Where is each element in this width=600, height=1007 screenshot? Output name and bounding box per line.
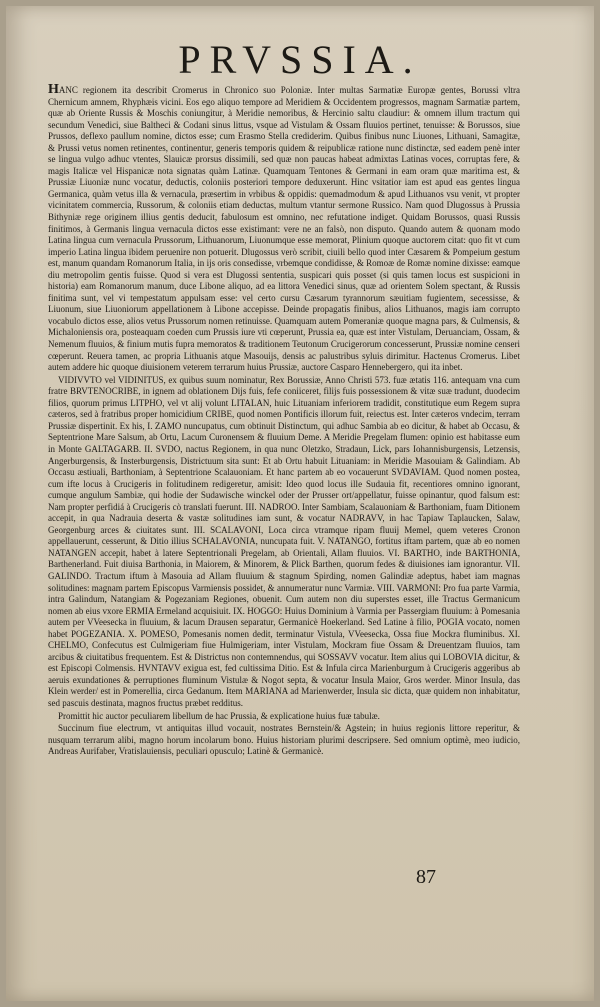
page-title: PRVSSIA. (178, 37, 422, 82)
paragraph-vidivuto-division: VIDIVVTO vel VIDINITUS, ex quibus suum nominatur, Rex Borussiæ, Anno Christi 573. fuæ ætatis 116. antequam vna cum fratre BRVTENOCRIBE, in ignem ad oblationem Dijs fuis, fefe coniiceret, filijs fuis possessionem & vitæ suæ tradunt, duodecim filios, quorum primus LITPHO, vel vt alij volunt LITALAN, huic Lituaniam inferiorem tradidit, constitutique eum Regem supra cæteros, sed à fratribus proper homicidium CRIBE, quod nomen Pontificis illorum fuit, reiectus est. Inter cæteros vndecim, terram Prussiæ dispertinit. Ex his, I. ZAMO nuncupatus, cum obtinuit Distinctum, qui adhuc Sambia ab eo dicitur, & habet ab Occasu, & Septentrione Mare Salsum, ab Ortu, Lacum Curonensem & fluuium Deme. A Meridie Pregelam flumen: opinio est habitasse eum in Monte GALTAGARB. II. SVDO, nactus Regionem, in qua nunc Oletzko, Stradaun, Lick, pars Iohannisburgensis, Letzensis, Angerburgensis, & Insterburgensis, Districtuum sita sunt: Et ab Ortu habuit Lituaniam: in Meridie Masouiam & Galindiam. Ab Occasu æstiuali, Barthoniam, à Septentrione Scalauoniam. Et hanc partem ab eo vocauerunt SVDAVIAM. Quod nomen postea, cum ifte locus à Crucigeris in folitudinem redigeretur, amisit: Ideo quod locus ille Sudauia fit, recentiores omnino ignorant, cumque angulum Sambiæ, qui hodie der Sudawische winckel oder der Prusser ort/appellatur, fuisse opinantur, quod falsum est: Nam propter perfidiá à Crucigeris cò translati fuerunt. III. NADROO. Inter Sambiam, Scalauoniam & Barthoniam, fuam Ditionem accepit, in qua Nadrauia deserta & vastæ solitudines iam sunt, & vocatur NADRAVV, in hac Tapiaw Taplaucken, Salaw, Georgenburg arces & ciuitates sunt. III. SCALAVONI, Loca circa vtramque ripam fluuij Memel, quem veteres Cronon appellauerunt, cesserunt, & Ditio illius SCHALAVONIA, nuncupata fuit. V. NATANGO, fortitus iftam partem, quæ ab eo nomen NATANGEN accepit, habet à latere Septentrionali Pregelam, ab Orientali, Allam fluuios. VI. BARTHO, inde BARTHONIA, Barthenerland. Fuit diuisa Barthonia, in Maiorem, & Minorem, & Plick Barthen, quorum fedes & diuisiones iam ignorantur. VII. GALINDO. Tractum iftum à Masouia ad Allam fluuium & stagnum Spirding, nomen Galindiæ adeptus, habet iam magnas solitudines: magnam partem Episcopus Varmiensis possidet, & annumeratur nunc Varmiæ. VIII. VARMONI: Pro fua parte Varmia, intra Galindum, Natangiam & Pogezaniam Regiones, obuenit. Cum autem non diu superstes esset, ille Tractus Germanicum nomen ab eius vxore ERMIA Ermeland acquisiuit. IX. HOGGO: Huius Dominium à Varmia per Passergiam fluuium: à Pomesania autem per VVeesecka in fluuium, & lacum Drausen separatur, Germanicè Hoekerland. Sed Latine à filio, POGIA vocato, nomen habet POGEZANIA. X. POMESO, Pomesanis nomen dedit, terminatur Vistula, VVeesecka, Ossa fiue Mockra fluminibus. XI. CHELMO, Confecutus est Culmigeriam fiue Hulmigeriam, inter Vistulam, Mockram fiue Ossam & Dreuentzam fluuios, tam arcibus & ciuitatibus frequentem. Est & Districtus non contemnendus, qui SOSSAVV vocatur. Item alius qui LOBOVIA dicitur, & est Episcopi Colmensis. HVNTAVV exigua est, fed cultissima Ditio. Est & Infula circa Marienburgum à Crucigeris aggeribus ab aeruis exundationes & perruptiones fluminum Vistulæ & Nogot septa, & vocatur Insula Maior, Gros werder. Minor Insula, das Klein werder/ est in Pomerellia, circa Gedanum. Item MARIANA ad Marienwerder, Insula sic dicta, quæ quidem non inhabitatur, sed pascuis destinata, magnos fructus præbet redditus. (48, 374, 520, 708)
body-text (48, 84, 520, 758)
paragraph-cromerus: HANC regionem ita describit Cromerus in Chronico suo Poloniæ. Inter multas Sarmatiæ Europæ gentes, Borussi vltra Chernicum amnem, Rhyphæis vicini. Eos ego aliquo tempore ad Meridiem & Occidentem progressos, magnam Sarmatiæ partem, quæ ab Oriente Russis & Moschis coniungitur, à Meridie nemoribus, & Hercinio saltu claudiur: & omnem illum tractum qui secundum Venedici, siue Baltheci & Codani sinus littus, vsque ad Vistulam & Ossam fluuios pertinet, tenuisse: & Borussos, siue Prussos, deflexo paullum nomine, dictos esse; cum Erasmo Stella crediderim. Quibus finibus nunc Liuones, Lithuani, Samagitæ, & Prussi vetus nomen retinentes, continentur, generis temporis quidem & reipublicæ ratione nunc distinctæ, sed eadem penè inter se lingua vulgo adhuc vtentes, Slauicæ prorsus dissimili, sed quæ non paucas habeat admixtas Latinas voces, corruptas fere, & magis Italicæ vel Hispanicæ nota signatas quàm Latinæ. Quamquam Tentones & Germani in eam oram quæ maritima est, & Prussiæ Liuoniæ nunc vocatur, deductis, coloniis posteriori tempore deduxerunt. Hinc vsitatior iam est apud eas gentes lingua Germanica, quàm vetus illa & vernacula, præsertim in vrbibus & oppidis: quemadmodum & apud Lithuanos vsu venit, vt propter vicinitatem commercia, Russorum, & coloniis etiam deductas, multum vtantur sermone Russico. Nam quod Dlugossus à Prussia Bithyniæ rege originem illius gentis deducit, fabulosum est omnino, nec refutatione indiget. Quidam Borussos, quasi Russis finitimos, à Germanis lingua vernacula dictos esse existimant: vere ne an falsò, non disputo. Quando autem & quonam modo Latina lingua cum vernacula Prussorum, Lithuanorum, Liuonumque esse memorat, Plinium quoque auctorem citat: quo fit vt cum imperio Latina lingua ibidem peruenire non potuerit. Dlugossus verò scribit, ciuili bello quod inter Cæsarem & Pompeium gestum est, manum quandam Romanorum Italia, in ijs oris consedisse, vrbemque condidisse, & Romoæ de Romæ nomine dixisse: eamque diu metropolim gentis fuisse. Quod si vera est Dlugossi sententia, suspicari quis posset (si quis tamen locus est suspicioni in historia) eam Romanorum manum, duce Libone aliquo, ad ea littora Venedici sinus, quæ ad orientem Solem spectant, & Russis finitima sunt, vel vi tempestatum appulsam esse: vel certo cursu Cæsarum tyrannorum sæuitiam fugientem, secessisse, & Liuonum, siue Liuoniorum appellationem à Libone accepisse. Deinde propagatis finibus, alios Lithuanos, magis iam corrupto vocabulo dictos esse, alios vetus Prussorum nomen retinuisse. Quamquam autem Pomeraniæ quoque magna pars, & Culmensis, & Michaloniensis ora, posteaquam coeden cum Prussis iure vti cœperunt, Prussia ea, quæ est inter Vistulam, Deruanciam, Ossam, & Nemenum fluuios, & finium mutis fupra memoratos & traditionem Teutonum Crucigerorum concesserunt, Prussiæ nomine censeri cœperunt. Reuera tamen, ac propria Lithuanis atque Masouijs, densis ac palustribus syluis dirimitur. Hactenus Cromerus. Libet autem addere hic quoque diuisionem veterem terrarum huius Prussiæ, auctore Casparo Hennebergero, qui ita inbet. (48, 82, 520, 373)
book-page (6, 6, 594, 1001)
page-number: 87 (416, 866, 436, 888)
paragraph-promise: Promittit hic auctor peculiarem libellum de hac Prussia, & explicatione huius fuæ tabulæ. (58, 710, 380, 721)
paragraph-succinum: Succinum fiue electrum, vt antiquitas illud vocauit, nostrates Bernstein/& Agstein; in huius regionis littore reperitur, & nusquam terrarum alibi, magno horum incolarum bono. Huius historiam plurimi descripsere. Sed omnium optimè, meo iudicio, Andreas Aurifaber, Vratislauiensis, peculiari opusculo; Latinè & Germanicè. (48, 723, 520, 757)
